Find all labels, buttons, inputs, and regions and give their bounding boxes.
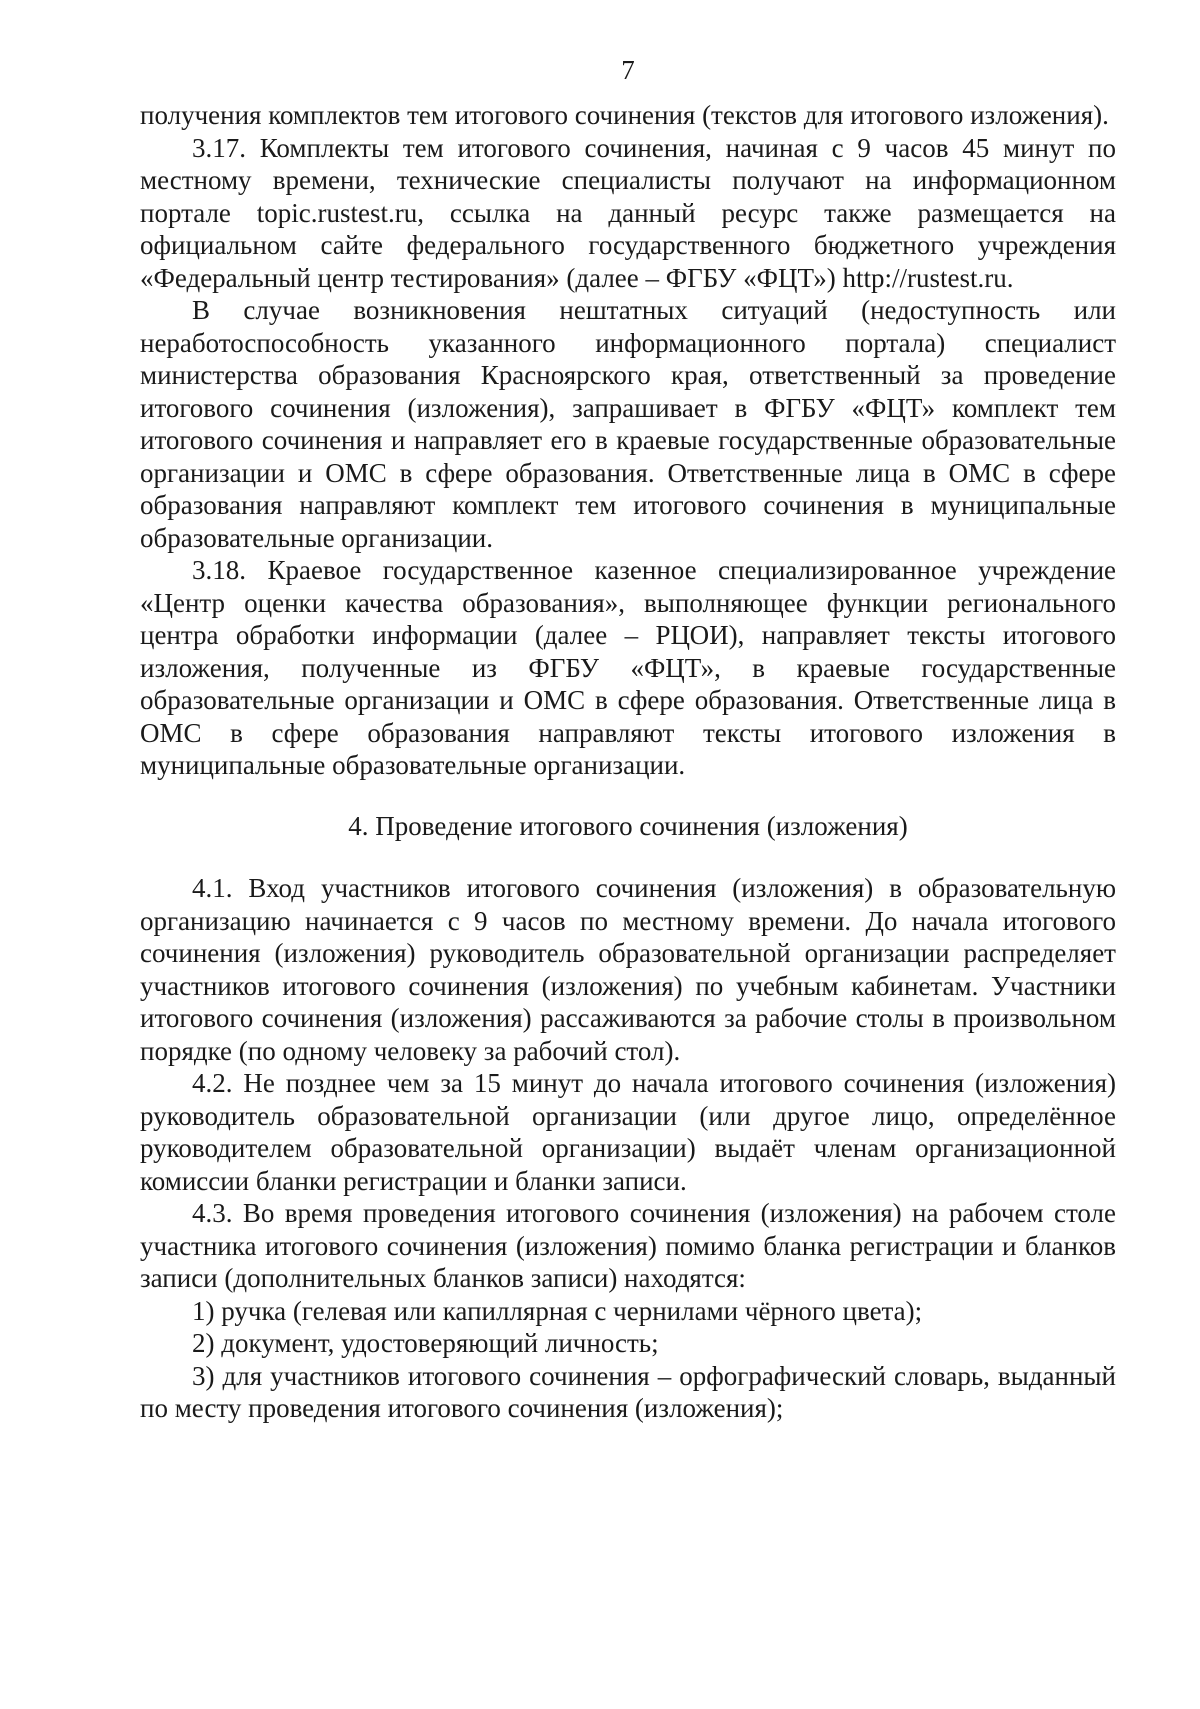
paragraph-emergency: В случае возникновения нештатных ситуаций (недоступность или неработоспособность указанного информационного портала) специалист министерства образования Красноярского края, ответственный за проведение итогового сочинения (изложения), запрашивает в ФГБУ «ФЦТ» комплект тем итогового сочинения и направляет его в краевые государственные образовательные организации и ОМС в сфере образования. Ответственные лица в ОМС в сфере образования направляют комплект тем итогового сочинения в муниципальные образовательные организации. — [140, 295, 1116, 553]
section-heading: 4. Проведение итогового сочинения (изложения) — [348, 810, 908, 841]
paragraph-4-2: 4.2. Не позднее чем за 15 минут до начала итогового сочинения (изложения) руководитель образовательной организации (или другое лицо, определённое руководителем образовательной организации) выдаёт членам организационной комиссии бланки регистрации и бланки записи. — [140, 1068, 1116, 1196]
document-page — [140, 55, 1116, 1425]
page-number: 7 — [621, 55, 635, 85]
paragraph-4-3: 4.3. Во время проведения итогового сочинения (изложения) на рабочем столе участника итогового сочинения (изложения) помимо бланка регистрации и бланков записи (дополнительных бланков записи) находятся: — [140, 1198, 1116, 1293]
paragraph-4-1: 4.1. Вход участников итогового сочинения (изложения) в образовательную организацию начинается с 9 часов по местному времени. До начала итогового сочинения (изложения) руководитель образовательной организации распределяет участников итогового сочинения (изложения) по учебным кабинетам. Участники итогового сочинения (изложения) рассаживаются за рабочие столы в произвольном порядке (по одному человеку за рабочий стол). — [140, 873, 1116, 1066]
paragraph-3-17: 3.17. Комплекты тем итогового сочинения, начиная с 9 часов 45 минут по местному времени, технические специалисты получают на информационном портале topic.rustest.ru, ссылка на данный ресурс также размещается на официальном сайте федерального государственного бюджетного учреждения «Федеральный центр тестирования» (далее – ФГБУ «ФЦТ») http://rustest.ru. — [140, 132, 1116, 293]
list-item: 2) документ, удостоверяющий личность; — [192, 1328, 659, 1358]
paragraph-continuation: получения комплектов тем итогового сочинения (текстов для итогового изложения). — [140, 100, 1109, 130]
list-item: 1) ручка (гелевая или капиллярная с чернилами чёрного цвета); — [192, 1295, 923, 1326]
paragraph-3-18: 3.18. Краевое государственное казенное специализированное учреждение «Центр оценки качества образования», выполняющее функции регионального центра обработки информации (далее – РЦОИ), направляет тексты итогового изложения, полученные из ФГБУ «ФЦТ», в краевые государственные образовательные организации и ОМС в сфере образования. Ответственные лица в ОМС в сфере образования направляют тексты итогового изложения в муниципальные образовательные организации. — [140, 555, 1116, 780]
list-item: 3) для участников итогового сочинения – орфографический словарь, выданный по месту проведения итогового сочинения (изложения); — [140, 1360, 1116, 1423]
